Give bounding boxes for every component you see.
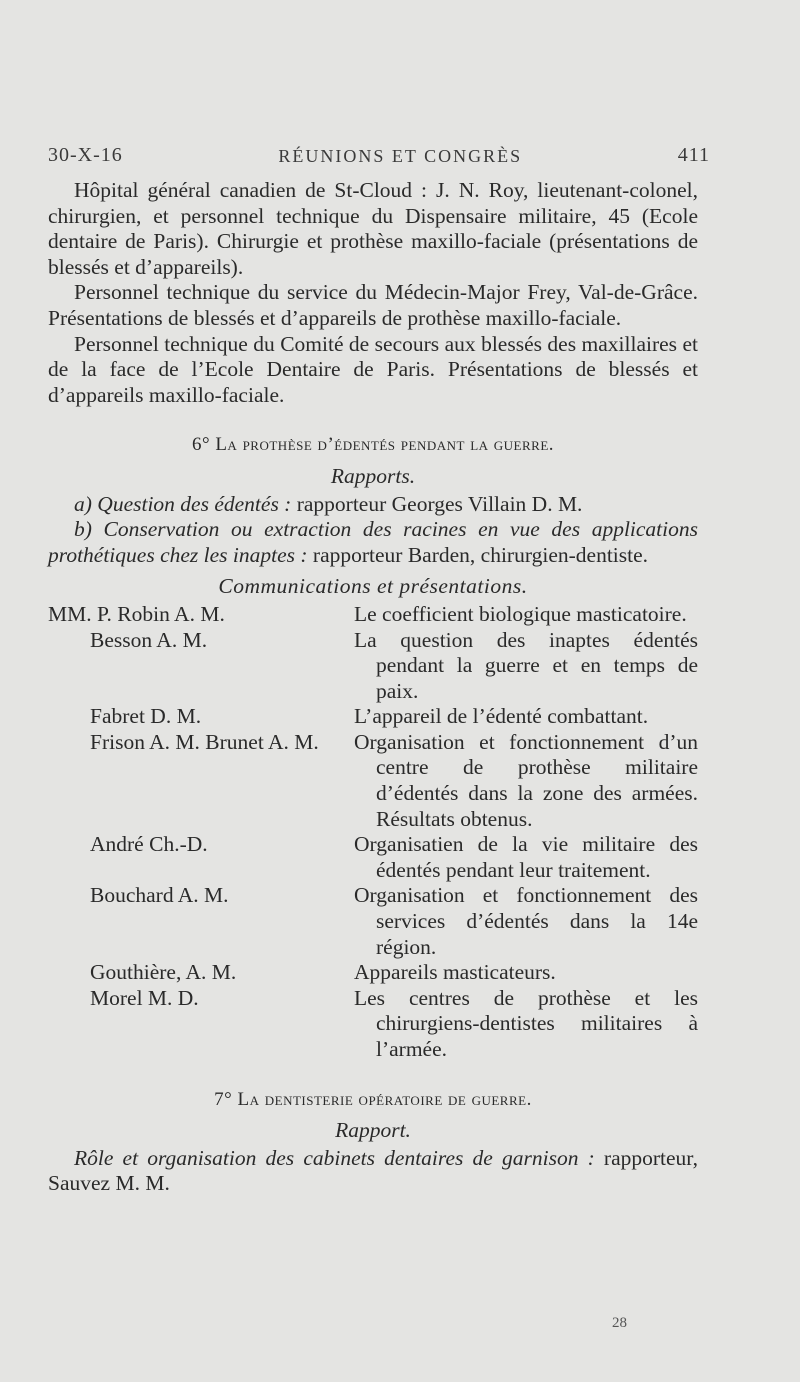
communication-author: Gouthière, A. M. [90, 960, 237, 985]
communication-title: L’appareil de l’édenté combattant. [354, 704, 649, 729]
report-garrison [48, 1146, 698, 1197]
paragraph-comite-secours: Personnel technique du Comité de secours aux blessés des maxillaires et de la face de l’Ecole Dentaire de Paris. Présentations de blessés et d’appareils maxillo-faciale. [48, 331, 698, 407]
communication-row [48, 730, 698, 832]
header-page-number: 411 [677, 144, 710, 166]
paragraph-val-de-grace: Personnel technique du service du Médecin-Major Frey, Val-de-Grâce. Présentations de blessés et d’appareils de prothèse maxillo-faciale. [48, 280, 698, 330]
section-7-number: 7° [214, 1088, 233, 1110]
section-6-heading [48, 432, 698, 458]
report-a [48, 492, 698, 518]
communication-title: La question des inaptes édentés pendant la guerre et en temps de paix. [354, 627, 698, 703]
body-text [48, 178, 698, 1197]
communication-author: Bouchard A. M. [90, 883, 229, 908]
communication-row [48, 628, 698, 705]
communication-author: Besson A. M. [90, 627, 208, 652]
section-6-number: 6° [191, 434, 211, 456]
header-date: 30-X-16 [48, 144, 123, 166]
report-garrison-subject: Rôle et organisation des cabinets dentaires de garnison : [74, 1145, 595, 1170]
rapports-heading: Rapports. [330, 463, 416, 488]
communication-title: Organisation et fonctionnement d’un centre de prothèse militaire d’édentés dans la zone des armées. Résultats obtenus. [354, 729, 698, 831]
communication-author: Morel M. D. [90, 985, 199, 1010]
communication-row [48, 704, 698, 730]
communication-row [48, 883, 698, 960]
communication-row [48, 986, 698, 1063]
header-title: RÉUNIONS ET CONGRÈS [278, 146, 523, 166]
communication-title: Les centres de prothèse et les chirurgiens-dentistes militaires à l’armée. [354, 985, 698, 1061]
report-b [48, 517, 698, 568]
report-a-subject: Question des édentés : [97, 491, 292, 516]
signature-mark: 28 [612, 1315, 627, 1331]
running-header [48, 144, 710, 167]
section-7-title: La dentisterie opératoire de guerre. [237, 1088, 532, 1110]
report-a-label: a) [74, 491, 92, 516]
communication-title: Organisation et fonctionnement des services d’édentés dans la 14e région. [354, 883, 698, 959]
communications-list [48, 602, 698, 1063]
communications-heading: Communications et présentations. [218, 574, 528, 599]
communication-row [48, 602, 698, 628]
communication-title: Appareils masticateurs. [354, 960, 556, 985]
section-6-title: La prothèse d’édentés pendant la guerre. [215, 434, 555, 456]
report-a-rapporteur: rapporteur Georges Villain D. M. [291, 491, 583, 516]
communication-title: Le coefficient biologique masticatoire. [354, 601, 687, 626]
communication-row [48, 832, 698, 883]
rapport-heading: Rapport. [335, 1118, 411, 1143]
report-b-rapporteur: rapporteur Barden, chirurgien-dentiste. [307, 542, 649, 567]
report-b-label: b) [74, 517, 92, 542]
communication-title: Organisatien de la vie militaire des édentés pendant leur traitement. [354, 832, 698, 882]
section-7-heading [48, 1087, 698, 1113]
report-garrison-rapporteur: rapporteur, Sauvez M. M. [48, 1145, 698, 1196]
communication-author: André Ch.-D. [90, 832, 208, 857]
report-b-subject: Conservation ou extraction des racines en vue des applications prothétiques chez les inaptes : [48, 517, 699, 567]
communication-author: MM. P. Robin A. M. [48, 601, 225, 626]
communication-author: Fabret D. M. [90, 704, 202, 729]
communication-author: Frison A. M. Brunet A. M. [90, 729, 319, 754]
paragraph-st-cloud: Hôpital général canadien de St-Cloud : J. N. Roy, lieutenant-colonel, chirurgien, et personnel technique du Dispensaire militaire, 45 (Ecole dentaire de Paris). Chirurgie et prothèse maxillo-faciale (présentations de blessés et d’appareils). [48, 178, 698, 279]
communication-row [48, 960, 698, 986]
